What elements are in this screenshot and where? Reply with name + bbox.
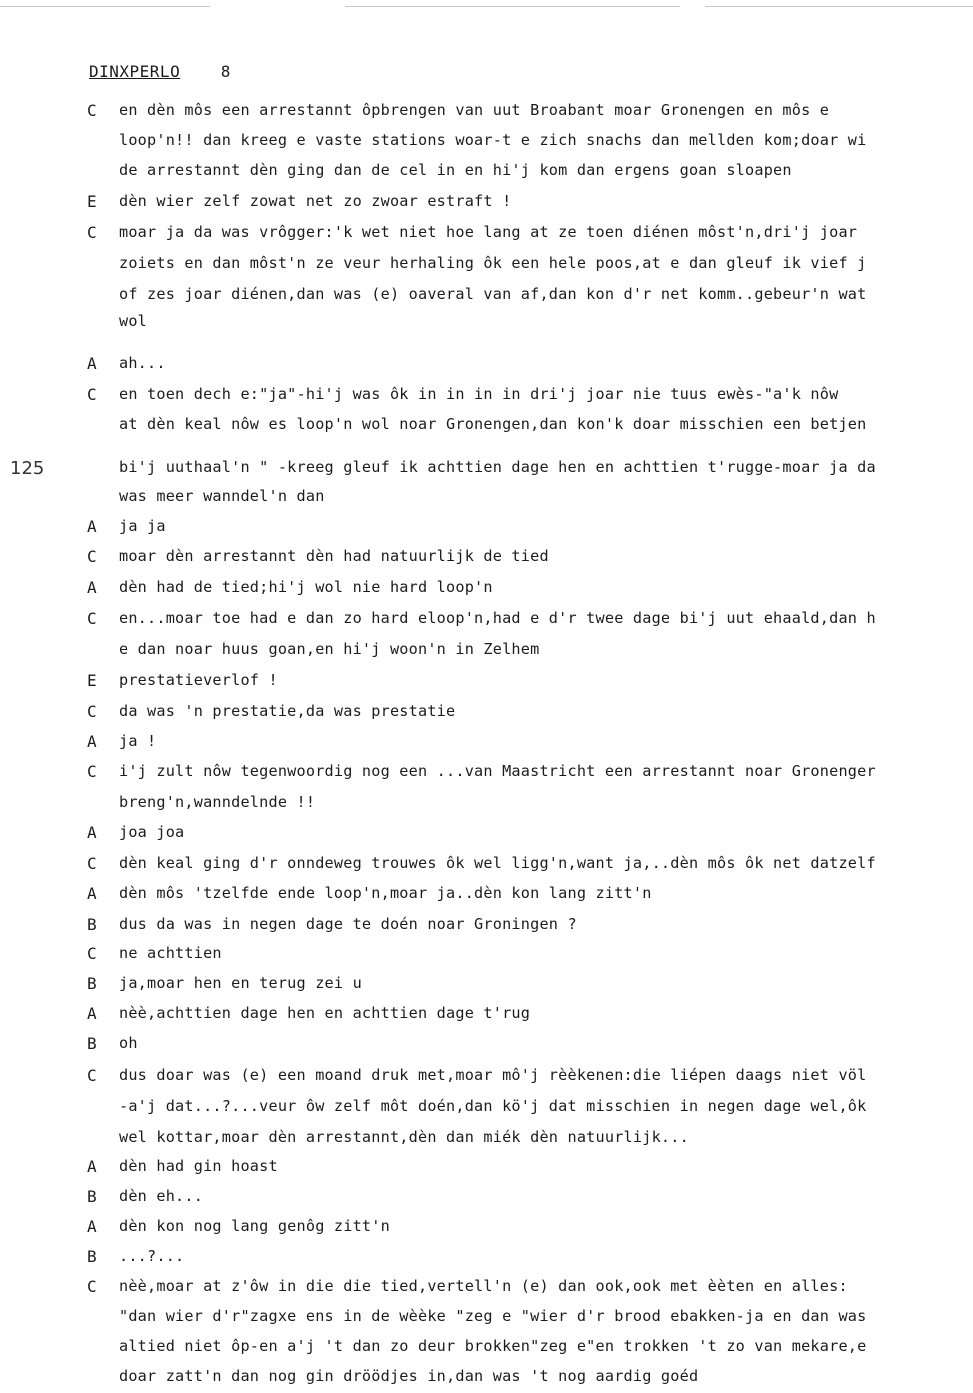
transcript-line [0,1333,973,1363]
speaker-label: A [87,823,97,842]
speaker-label: C [87,385,97,404]
transcript-line [0,219,973,249]
utterance-text: dèn had gin hoast [119,1157,278,1175]
utterance-text: en toen dech e:"ja"-hi'j was ôk in in in in dri'j joar nie tuus ewès-"a'k nôw [119,385,839,403]
transcript-line [0,1243,973,1273]
speaker-label: C [87,762,97,781]
speaker-label: C [87,547,97,566]
utterance-text: ...?... [119,1247,185,1265]
speaker-label: A [87,732,97,751]
transcript-line [0,1363,973,1393]
speaker-label: B [87,1034,97,1053]
utterance-text: wol [119,312,148,330]
utterance-text: dèn keal ging d'r onndeweg trouwes ôk wel ligg'n,want ja,..dèn môs ôk net datzelf [119,854,876,872]
utterance-text: en...moar toe had e dan zo hard eloop'n,had e d'r twee dage bi'j uut ehaald,dan h [119,609,876,627]
transcript-line [0,1093,973,1123]
utterance-text: oh [119,1034,138,1052]
speaker-label: B [87,915,97,934]
speaker-label: C [87,854,97,873]
transcript-line [0,574,973,604]
transcript-line [0,605,973,635]
transcript-line [0,636,973,666]
speaker-label: B [87,974,97,993]
transcript-line [0,483,973,513]
utterance-text: e dan noar huus goan,en hi'j woon'n in Zelhem [119,640,540,658]
utterance-text: at dèn keal nôw es loop'n wol noar Gronengen,dan kon'k doar misschien een betjen [119,415,867,433]
transcript-line [0,411,973,441]
speaker-label: E [87,192,97,211]
utterance-text: loop'n!! dan kreeg e vaste stations woar-t e zich snachs dan mellden kom;doar wi [119,131,867,149]
header-place: DINXPERLO [89,62,181,81]
transcript-line [0,188,973,218]
margin-line-number: 125 [10,458,45,479]
speaker-label: C [87,1066,97,1085]
utterance-text: dèn môs 'tzelfde ende loop'n,moar ja..dèn kon lang zitt'n [119,884,652,902]
utterance-text: moar dèn arrestannt dèn had natuurlijk de tied [119,547,549,565]
utterance-text: zoiets en dan môst'n ze veur herhaling ôk een hele poos,at e dan gleuf ik vief j [119,254,867,272]
utterance-text: -a'j dat...?...veur ôw zelf môt doén,dan kö'j dat misschien in negen dage wel,ôk [119,1097,867,1115]
utterance-text: de arrestannt dèn ging dan de cel in en hi'j kom dan ergens goan sloapen [119,161,792,179]
transcript-line [0,667,973,697]
top-rule-left [0,6,210,7]
transcript-line [0,513,973,543]
utterance-text: dèn eh... [119,1187,204,1205]
utterance-text: dèn wier zelf zowat net zo zwoar estraft ! [119,192,512,210]
utterance-text: dus doar was (e) een moand druk met,moar mô'j rèèkenen:die liépen daags niet völ [119,1066,867,1084]
transcript-line [0,1124,973,1154]
speaker-label: A [87,1157,97,1176]
speaker-label: C [87,609,97,628]
utterance-text: dèn kon nog lang genôg zitt'n [119,1217,390,1235]
utterance-text: dus da was in negen dage te doén noar Groningen ? [119,915,577,933]
utterance-text: nèè,achttien dage hen en achttien dage t'rug [119,1004,531,1022]
utterance-text: da was 'n prestatie,da was prestatie [119,702,456,720]
utterance-text: joa joa [119,823,185,841]
top-rule-mid [345,6,680,7]
speaker-label: B [87,1247,97,1266]
utterance-text: ne achttien [119,944,222,962]
utterance-text: i'j zult nôw tegenwoordig nog een ...van Maastricht een arrestannt noar Gronenger [119,762,876,780]
transcript-line [0,911,973,941]
utterance-text: altied niet ôp-en a'j 't dan zo deur brokken"zeg e"en trokken 't zo van mekare,e [119,1337,867,1355]
utterance-text: bi'j uuthaal'n " -kreeg gleuf ik achttien dage hen en achttien t'rugge-moar ja da [119,458,876,476]
transcript-line [0,1183,973,1213]
utterance-text: moar ja da was vrôgger:'k wet niet hoe lang at ze toen diénen môst'n,dri'j joar [119,223,858,241]
speaker-label: C [87,101,97,120]
speaker-label: C [87,944,97,963]
transcript-line [0,97,973,127]
transcript-line [0,1273,973,1303]
speaker-label: A [87,578,97,597]
speaker-label: B [87,1187,97,1206]
transcript-line [0,454,973,484]
speaker-label: A [87,517,97,536]
speaker-label: A [87,354,97,373]
transcript-line [0,381,973,411]
transcript-line [0,819,973,849]
header-page-number: 8 [220,62,231,81]
utterance-text: breng'n,wanndelnde !! [119,793,316,811]
top-rule-right [705,6,973,7]
utterance-text: ah... [119,354,166,372]
transcript-line [0,1213,973,1243]
transcript-line [0,728,973,758]
transcript-line [0,698,973,728]
utterance-text: wel kottar,moar dèn arrestannt,dèn dan miék dèn natuurlijk... [119,1128,689,1146]
transcript-line [0,1030,973,1060]
transcript-line [0,940,973,970]
transcript-line [0,127,973,157]
transcript-line [0,880,973,910]
speaker-label: A [87,1217,97,1236]
transcript-line [0,789,973,819]
transcript-line [0,1153,973,1183]
transcript-line [0,850,973,880]
transcript-line [0,250,973,280]
utterance-text: was meer wanndel'n dan [119,487,325,505]
transcript-line [0,281,973,311]
transcript-line [0,758,973,788]
transcript-line [0,157,973,187]
utterance-text: "dan wier d'r"zagxe ens in de wèèke "zeg e "wier d'r brood ebakken-ja en dan was [119,1307,867,1325]
utterance-text: ja ja [119,517,166,535]
utterance-text: dèn had de tied;hi'j wol nie hard loop'n [119,578,493,596]
transcript-line [0,1000,973,1030]
utterance-text: ja ! [119,732,157,750]
utterance-text: of zes joar diénen,dan was (e) oaveral van af,dan kon d'r net komm..gebeur'n wat [119,285,867,303]
transcript-line [0,543,973,573]
utterance-text: ja,moar hen en terug zei u [119,974,362,992]
utterance-text: doar zatt'n dan nog gin dröödjes in,dan was 't nog aardig goéd [119,1367,699,1385]
speaker-label: C [87,223,97,242]
utterance-text: nèè,moar at z'ôw in die die tied,vertell'n (e) dan ook,ook met èèten en alles: [119,1277,848,1295]
transcript-line [0,1062,973,1092]
speaker-label: E [87,671,97,690]
transcript-line [0,350,973,380]
speaker-label: C [87,702,97,721]
speaker-label: A [87,884,97,903]
page-header [89,62,231,81]
utterance-text: en dèn môs een arrestannt ôpbrengen van uut Broabant moar Gronengen en môs e [119,101,830,119]
transcript-line [0,1303,973,1333]
transcript-line [0,970,973,1000]
transcript-line [0,308,973,338]
utterance-text: prestatieverlof ! [119,671,278,689]
speaker-label: A [87,1004,97,1023]
speaker-label: C [87,1277,97,1296]
